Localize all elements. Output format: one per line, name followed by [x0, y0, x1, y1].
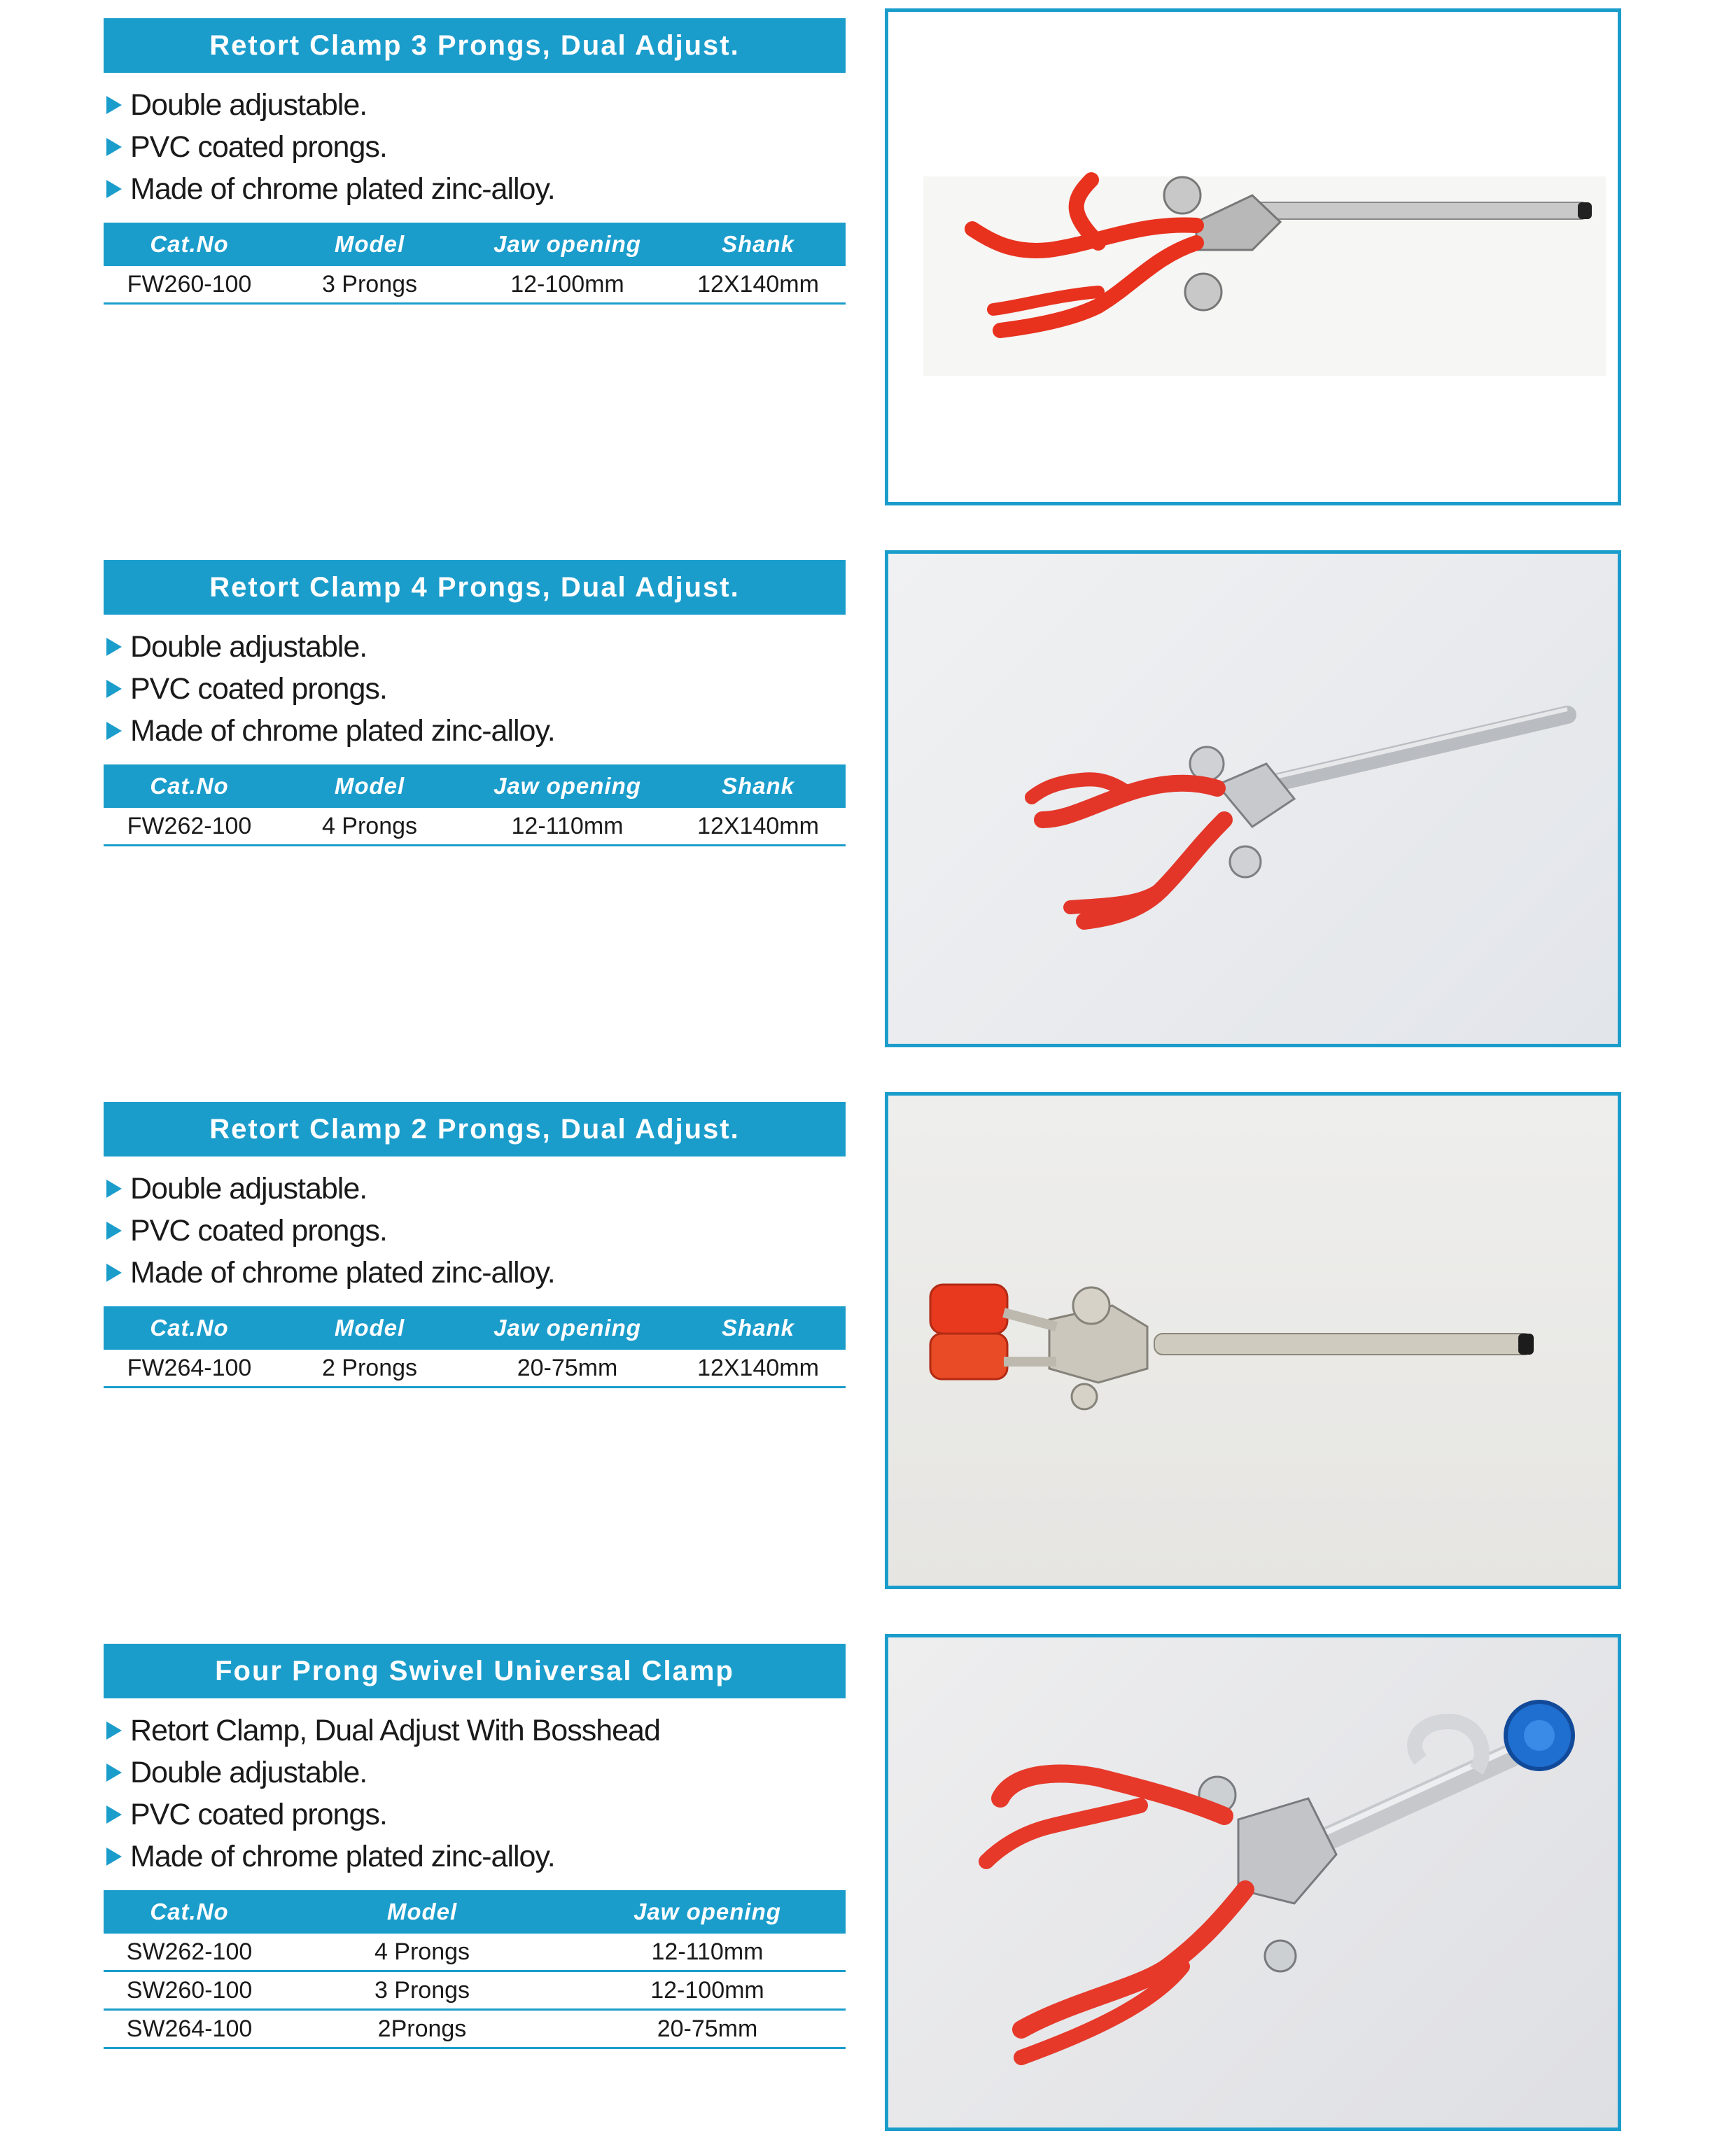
column-header: Cat.No [150, 1899, 229, 1924]
product-info [104, 560, 846, 846]
product-section-3 [0, 1092, 1736, 1596]
shank-cell: 12X140mm [697, 1354, 819, 1381]
column-header: Model [334, 773, 405, 799]
product-section-1 [0, 8, 1736, 512]
feature-list [104, 1710, 846, 1878]
model-cell: 3 Prongs [374, 1976, 470, 2004]
column-header: Cat.No [150, 231, 229, 257]
product-info [104, 18, 846, 305]
table-row [104, 1934, 846, 1972]
product-title: Retort Clamp 2 Prongs, Dual Adjust. [104, 1102, 846, 1157]
bullet-triangle-icon [106, 722, 122, 740]
column-header: Shank [721, 231, 795, 257]
spec-table [104, 223, 846, 305]
product-section-2 [0, 550, 1736, 1054]
product-photo-frame [885, 1092, 1621, 1589]
jaw-opening-cell: 12-110mm [511, 812, 624, 839]
spec-table [104, 764, 846, 846]
column-header: Shank [721, 1315, 795, 1341]
three-prong-clamp-photo [888, 12, 1618, 502]
feature-item: PVC coated prongs. [104, 1210, 846, 1252]
feature-item: Retort Clamp, Dual Adjust With Bosshead [104, 1710, 846, 1752]
feature-item: Made of chrome plated zinc-alloy. [104, 1836, 846, 1878]
jaw-opening-cell: 12-100mm [650, 1976, 764, 2004]
shank-cell: 12X140mm [697, 270, 819, 298]
model-cell: 2 Prongs [321, 1354, 418, 1381]
bullet-triangle-icon [106, 1264, 122, 1282]
product-photo-frame [885, 550, 1621, 1047]
bullet-triangle-icon [106, 680, 122, 698]
bullet-triangle-icon [106, 180, 122, 198]
feature-item: Double adjustable. [104, 84, 846, 126]
product-section-4 [0, 1634, 1736, 2138]
feature-item: Made of chrome plated zinc-alloy. [104, 168, 846, 210]
feature-item: Double adjustable. [104, 1752, 846, 1794]
column-header: Cat.No [150, 773, 229, 799]
cat-no-cell: SW262-100 [126, 1938, 253, 1965]
table-row [104, 808, 846, 846]
cat-no-cell: SW260-100 [126, 1976, 253, 2004]
model-cell: 2Prongs [377, 2015, 467, 2042]
jaw-opening-cell: 20-75mm [657, 2015, 758, 2042]
feature-list [104, 1168, 846, 1294]
jaw-opening-cell: 12-100mm [510, 270, 624, 298]
jaw-opening-cell: 20-75mm [517, 1354, 618, 1381]
table-row [104, 266, 846, 305]
product-info [104, 1102, 846, 1388]
jaw-opening-cell: 12-110mm [651, 1938, 764, 1965]
product-info [104, 1644, 846, 2049]
shank-cell: 12X140mm [697, 812, 819, 839]
table-row [104, 2011, 846, 2049]
spec-table-header [104, 1890, 846, 1934]
bullet-triangle-icon [106, 1222, 122, 1240]
table-row [104, 1972, 846, 2011]
bullet-triangle-icon [106, 1805, 122, 1824]
four-prong-clamp-photo [888, 554, 1618, 1044]
bullet-triangle-icon [106, 1721, 122, 1740]
feature-item: Double adjustable. [104, 626, 846, 668]
feature-item: Made of chrome plated zinc-alloy. [104, 1252, 846, 1294]
column-header: Model [334, 231, 405, 257]
spec-table-header [104, 764, 846, 808]
bullet-triangle-icon [106, 638, 122, 656]
bullet-triangle-icon [106, 1180, 122, 1198]
product-photo-frame [885, 1634, 1621, 2131]
feature-item: Made of chrome plated zinc-alloy. [104, 710, 846, 752]
cat-no-cell: SW264-100 [126, 2015, 253, 2042]
cat-no-cell: FW260-100 [127, 270, 252, 298]
product-title: Retort Clamp 4 Prongs, Dual Adjust. [104, 560, 846, 615]
model-cell: 4 Prongs [374, 1938, 470, 1965]
spec-table-header [104, 223, 846, 266]
feature-list [104, 84, 846, 210]
column-header: Shank [721, 773, 795, 799]
feature-item: PVC coated prongs. [104, 1794, 846, 1836]
column-header: Jaw opening [493, 231, 641, 257]
cat-no-cell: FW262-100 [127, 812, 252, 839]
bullet-triangle-icon [106, 96, 122, 114]
two-prong-clamp-photo [888, 1096, 1618, 1586]
column-header: Cat.No [150, 1315, 229, 1341]
feature-item: Double adjustable. [104, 1168, 846, 1210]
spec-table-header [104, 1306, 846, 1350]
product-title: Retort Clamp 3 Prongs, Dual Adjust. [104, 18, 846, 73]
swivel-clamp-photo [888, 1637, 1618, 2127]
bullet-triangle-icon [106, 1847, 122, 1866]
table-row [104, 1350, 846, 1388]
column-header: Model [334, 1315, 405, 1341]
column-header: Jaw opening [493, 773, 641, 799]
feature-item: PVC coated prongs. [104, 126, 846, 168]
spec-table [104, 1890, 846, 2049]
product-photo-frame [885, 8, 1621, 505]
product-title: Four Prong Swivel Universal Clamp [104, 1644, 846, 1698]
bullet-triangle-icon [106, 1763, 122, 1782]
cat-no-cell: FW264-100 [127, 1354, 252, 1381]
bullet-triangle-icon [106, 138, 122, 156]
model-cell: 3 Prongs [321, 270, 418, 298]
column-header: Jaw opening [634, 1899, 781, 1924]
column-header: Model [386, 1899, 458, 1924]
model-cell: 4 Prongs [321, 812, 418, 839]
feature-item: PVC coated prongs. [104, 668, 846, 710]
spec-table [104, 1306, 846, 1388]
column-header: Jaw opening [493, 1315, 641, 1341]
feature-list [104, 626, 846, 752]
